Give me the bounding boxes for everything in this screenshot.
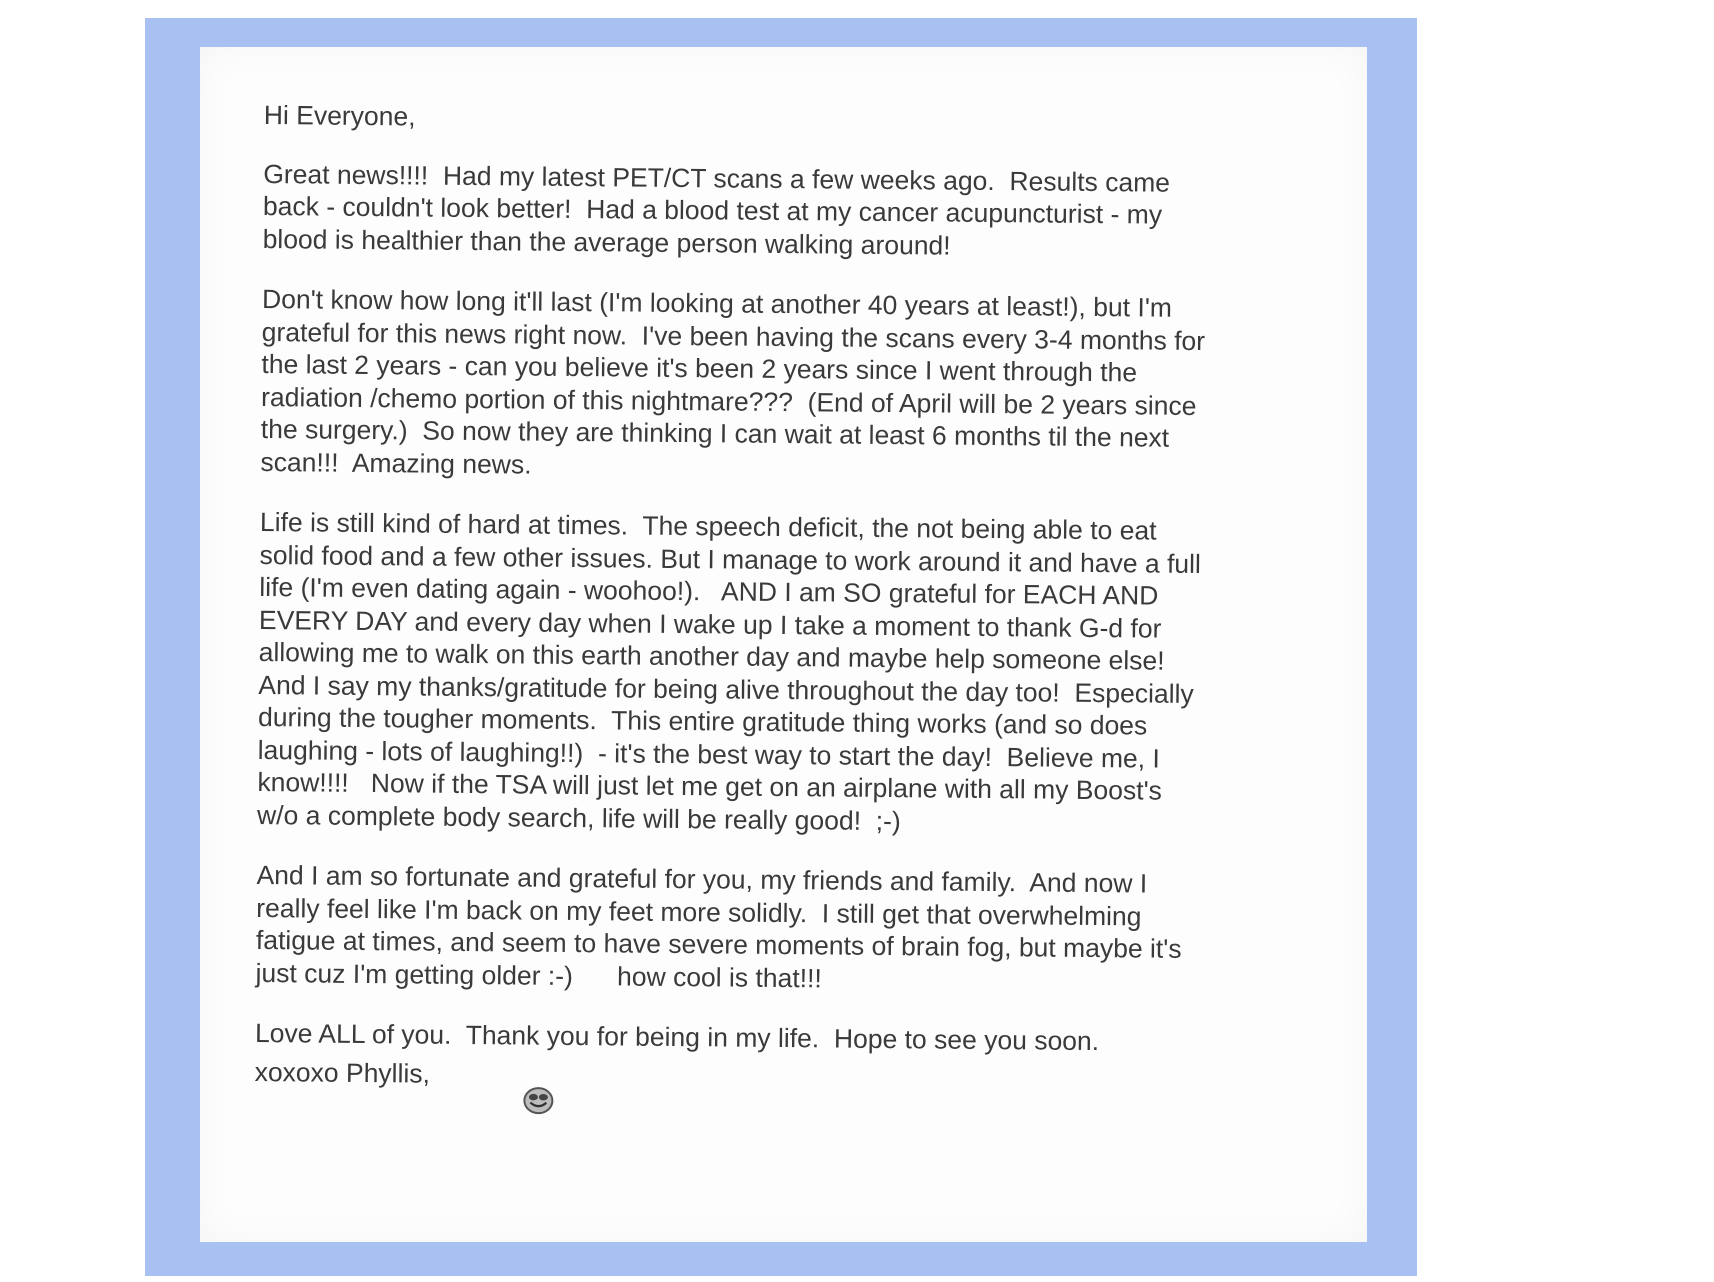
paragraph-line: w/o a complete body search, life will be really good! ;-) — [256, 799, 901, 836]
paragraph-line: And I am so fortunate and grateful for you, my friends and family. And now I — [256, 859, 1148, 899]
signature-row — [255, 1055, 1315, 1098]
paragraph-gratitude — [257, 506, 1320, 841]
greeting-line: Hi Everyone, — [263, 99, 416, 132]
paragraph-line: life (I'm even dating again - woohoo!). AND I am SO grateful for EACH AND — [259, 571, 1159, 611]
paragraph-line: Great news!!!! Had my latest PET/CT scans a few weeks ago. Results came — [263, 158, 1171, 198]
paragraph-line: grateful for this news right now. I've been having the scans every 3-4 months for — [261, 316, 1206, 356]
greeting — [264, 99, 1324, 142]
paragraph-line: Don't know how long it'll last (I'm looking at another 40 years at least!), but I'm — [261, 283, 1173, 323]
paragraph-line: blood is healthier than the average person walking around! — [262, 223, 951, 261]
letter-paper — [200, 47, 1367, 1242]
letter-body — [255, 99, 1324, 1098]
smiley-face-icon — [448, 1053, 482, 1083]
paragraph-line: And I say my thanks/gratitude for being alive throughout the day too! Especially — [258, 669, 1194, 709]
paragraph-line: allowing me to walk on this earth another day and maybe help someone else! — [258, 636, 1165, 676]
paragraph-line: the last 2 years - can you believe it's been 2 years since I went through the — [261, 348, 1138, 388]
paragraph-line: during the tougher moments. This entire gratitude thing works (and so does — [257, 701, 1148, 741]
paragraph-line: fatigue at times, and seem to have severe moments of brain fog, but maybe it's — [255, 924, 1182, 964]
paragraph-line: laughing - lots of laughing!!) - it's the best way to start the day! Believe me, I — [257, 734, 1160, 774]
paragraph-line: solid food and a few other issues. But I manage to work around it and have a full — [259, 539, 1202, 579]
closing-line: Love ALL of you. Thank you for being in my life. Hope to see you soon. — [254, 1017, 1100, 1057]
letter-frame — [145, 18, 1417, 1276]
paragraph-line: back - couldn't look better! Had a blood test at my cancer acupuncturist - my — [262, 190, 1163, 230]
paragraph-line: know!!!! Now if the TSA will just let me get on an airplane with all my Boost's — [257, 766, 1163, 806]
paragraph-scan-schedule — [260, 283, 1322, 488]
paragraph-line: radiation /chemo portion of this nightmare??? (End of April will be 2 years since — [261, 381, 1197, 421]
paragraph-scan-results — [263, 157, 1324, 265]
paragraph-line: just cuz I'm getting older :-) how cool is that!!! — [255, 957, 822, 993]
paragraph-line: EVERY DAY and every day when I wake up I take a moment to thank G-d for — [258, 604, 1162, 644]
paragraph-line: scan!!! Amazing news. — [260, 446, 532, 480]
paragraph-line: Life is still kind of hard at times. The speech deficit, the not being able to eat — [259, 506, 1157, 546]
paragraph-line: really feel like I'm back on my feet more solidly. I still get that overwhelming — [256, 892, 1142, 931]
closing — [255, 1017, 1315, 1060]
signature: xoxoxo Phyllis, — [254, 1056, 431, 1089]
paragraph-friends-family — [255, 859, 1316, 999]
paragraph-line: the surgery.) So now they are thinking I can wait at least 6 months til the next — [260, 413, 1170, 453]
